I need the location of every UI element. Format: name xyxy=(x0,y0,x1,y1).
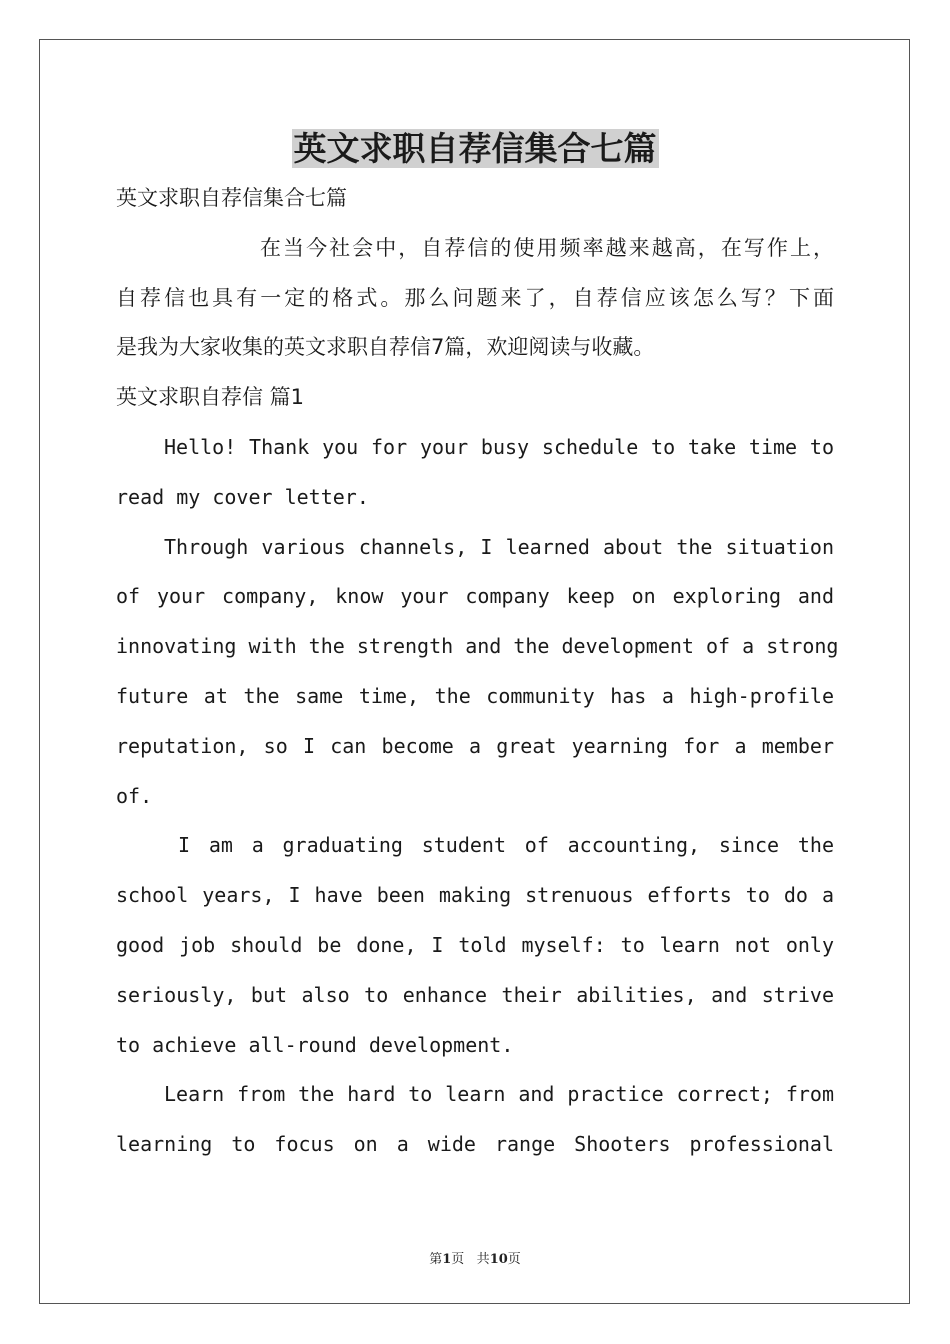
paragraph-1-line-1: Hello! Thank you for your busy schedule to take time to xyxy=(164,434,834,459)
paragraph-2-line-1: Through various channels, I learned about the situation xyxy=(164,534,834,559)
paragraph-3-line-5: to achieve all-round development. xyxy=(116,1032,514,1057)
total-suffix: 页 xyxy=(507,1252,521,1267)
document-body xyxy=(116,174,839,1170)
paragraph-3-line-3: good job should be done, I told myself: to learn not only xyxy=(116,932,834,957)
intro-line-2: 自荐信也具有一定的格式。那么问题来了，自荐信应该怎么写？下面 xyxy=(116,285,834,310)
paragraph-2-line-3: innovating with the strength and the development of a strong xyxy=(116,634,839,659)
paragraph-1-line-2: read my cover letter. xyxy=(116,484,369,509)
paragraph-4-line-1: Learn from the hard to learn and practice correct; from xyxy=(164,1082,834,1107)
page-prefix: 第 xyxy=(429,1252,443,1267)
paragraph-2-line-2: of your company, know your company keep on exploring and xyxy=(116,584,834,609)
paragraph-4-line-2: learning to focus on a wide range Shooters professional xyxy=(116,1132,834,1157)
paragraph-2-line-5: reputation, so I can become a great yearning for a member xyxy=(116,733,834,758)
page-suffix: 页 xyxy=(451,1252,465,1267)
page-current: 1 xyxy=(442,1252,452,1267)
intro-line-3: 是我为大家收集的英文求职自荐信7篇，欢迎阅读与收藏。 xyxy=(116,335,655,360)
subtitle-line: 英文求职自荐信集合七篇 xyxy=(116,186,347,210)
paragraph-3-line-4: seriously, but also to enhance their abilities, and strive xyxy=(116,982,834,1007)
section-heading: 英文求职自荐信 篇1 xyxy=(116,385,305,410)
page-footer xyxy=(0,1248,950,1267)
document-title-text: 英文求职自荐信集合七篇 xyxy=(293,129,657,168)
paragraph-2-line-4: future at the same time, the community has a high-profile xyxy=(116,683,834,708)
total-prefix: 共 xyxy=(476,1252,490,1267)
document-title xyxy=(0,126,950,172)
page-total: 10 xyxy=(489,1252,508,1267)
paragraph-2-line-6: of. xyxy=(116,783,153,808)
paragraph-3-line-2: school years, I have been making strenuous efforts to do a xyxy=(116,883,834,908)
intro-line-1: 在当今社会中，自荐信的使用频率越来越高，在写作上， xyxy=(260,235,834,260)
paragraph-3-line-1: I am a graduating student of accounting, since the xyxy=(178,833,834,858)
